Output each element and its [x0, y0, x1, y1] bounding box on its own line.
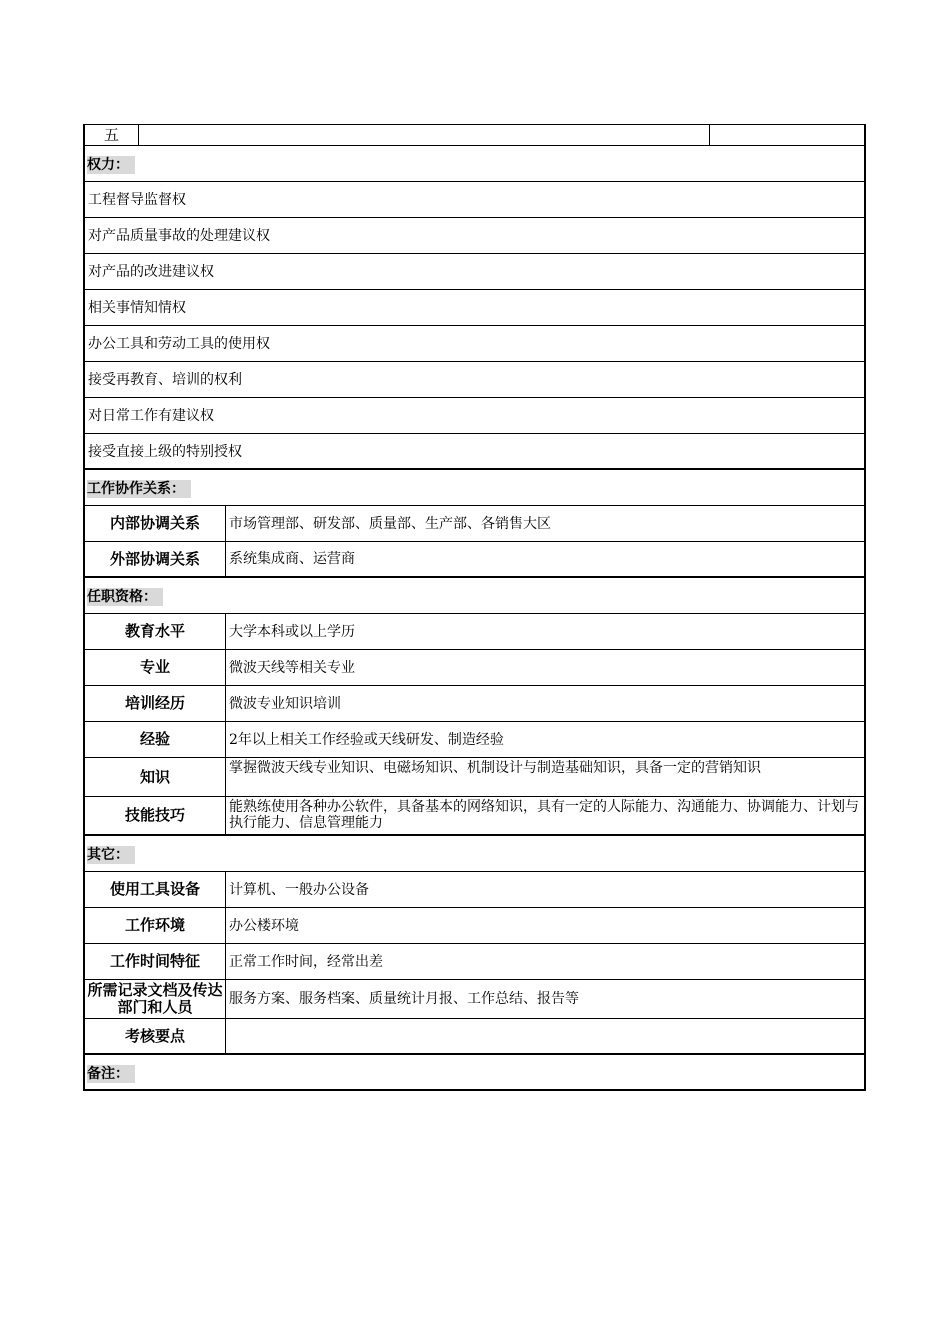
power-item: 接受再教育、培训的权利: [83, 362, 866, 398]
section-title-cell: [139, 125, 710, 145]
power-item: 对日常工作有建议权: [83, 398, 866, 434]
section-number: 五: [85, 125, 139, 145]
other-row: [83, 1019, 866, 1055]
qualification-label: 教育水平: [85, 614, 226, 649]
qualification-label: 知识: [85, 758, 226, 796]
power-item: 办公工具和劳动工具的使用权: [83, 326, 866, 362]
other-label: 所需记录文档及传达部门和人员: [85, 980, 226, 1018]
other-row: [83, 944, 866, 980]
qualification-row: [83, 758, 866, 797]
power-item: 对产品的改进建议权: [83, 254, 866, 290]
job-description-table: [83, 124, 866, 1091]
powers-heading-row: [83, 146, 866, 182]
power-item: 对产品质量事故的处理建议权: [83, 218, 866, 254]
other-label: 考核要点: [85, 1019, 226, 1053]
others-heading-row: [83, 836, 866, 872]
qualification-value: 能熟练使用各种办公软件，具备基本的网络知识，具有一定的人际能力、沟通能力、协调能力、计划与执行能力、信息管理能力: [229, 799, 859, 831]
power-item: 接受直接上级的特别授权: [83, 434, 866, 470]
other-value: [226, 1019, 864, 1053]
notes-heading: 备注：: [87, 1065, 135, 1083]
qualification-label: 培训经历: [85, 686, 226, 721]
qualification-label: 经验: [85, 722, 226, 757]
others-heading: 其它：: [87, 846, 135, 864]
other-value: 办公楼环境: [229, 917, 299, 934]
qualification-row: [83, 797, 866, 836]
section-number-row: [83, 124, 866, 146]
qualification-value: 大学本科或以上学历: [229, 623, 355, 640]
relation-label: 外部协调关系: [85, 542, 226, 576]
qualification-row: [83, 722, 866, 758]
qualification-value: 2年以上相关工作经验或天线研发、制造经验: [229, 731, 504, 748]
relation-label: 内部协调关系: [85, 506, 226, 541]
relation-value: 市场管理部、研发部、质量部、生产部、各销售大区: [229, 515, 551, 532]
other-label: 工作环境: [85, 908, 226, 943]
qualification-label: 专业: [85, 650, 226, 685]
qualification-row: [83, 686, 866, 722]
other-value: 计算机、一般办公设备: [229, 881, 369, 898]
qualification-value: 掌握微波天线专业知识、电磁场知识、机制设计与制造基础知识，具备一定的营销知识: [229, 760, 761, 776]
other-label: 工作时间特征: [85, 944, 226, 979]
other-value: 正常工作时间，经常出差: [229, 953, 383, 970]
relation-row: [83, 542, 866, 578]
other-value: 服务方案、服务档案、质量统计月报、工作总结、报告等: [229, 991, 579, 1007]
section-extra-cell: [710, 125, 864, 145]
notes-heading-row: [83, 1055, 866, 1091]
relation-value: 系统集成商、运营商: [229, 551, 355, 567]
relation-row: [83, 506, 866, 542]
powers-heading: 权力：: [87, 156, 135, 174]
power-item: 相关事情知情权: [83, 290, 866, 326]
other-row: [83, 872, 866, 908]
qualification-value: 微波天线等相关专业: [229, 659, 355, 676]
qualification-row: [83, 614, 866, 650]
power-item: 工程督导监督权: [83, 182, 866, 218]
qualifications-heading-row: [83, 578, 866, 614]
qualifications-heading: 任职资格：: [87, 588, 163, 606]
qualification-row: [83, 650, 866, 686]
other-row: [83, 908, 866, 944]
relations-heading-row: [83, 470, 866, 506]
other-label: 使用工具设备: [85, 872, 226, 907]
qualification-value: 微波专业知识培训: [229, 695, 341, 712]
relations-heading: 工作协作关系：: [87, 480, 191, 498]
other-row: [83, 980, 866, 1019]
qualification-label: 技能技巧: [85, 797, 226, 834]
